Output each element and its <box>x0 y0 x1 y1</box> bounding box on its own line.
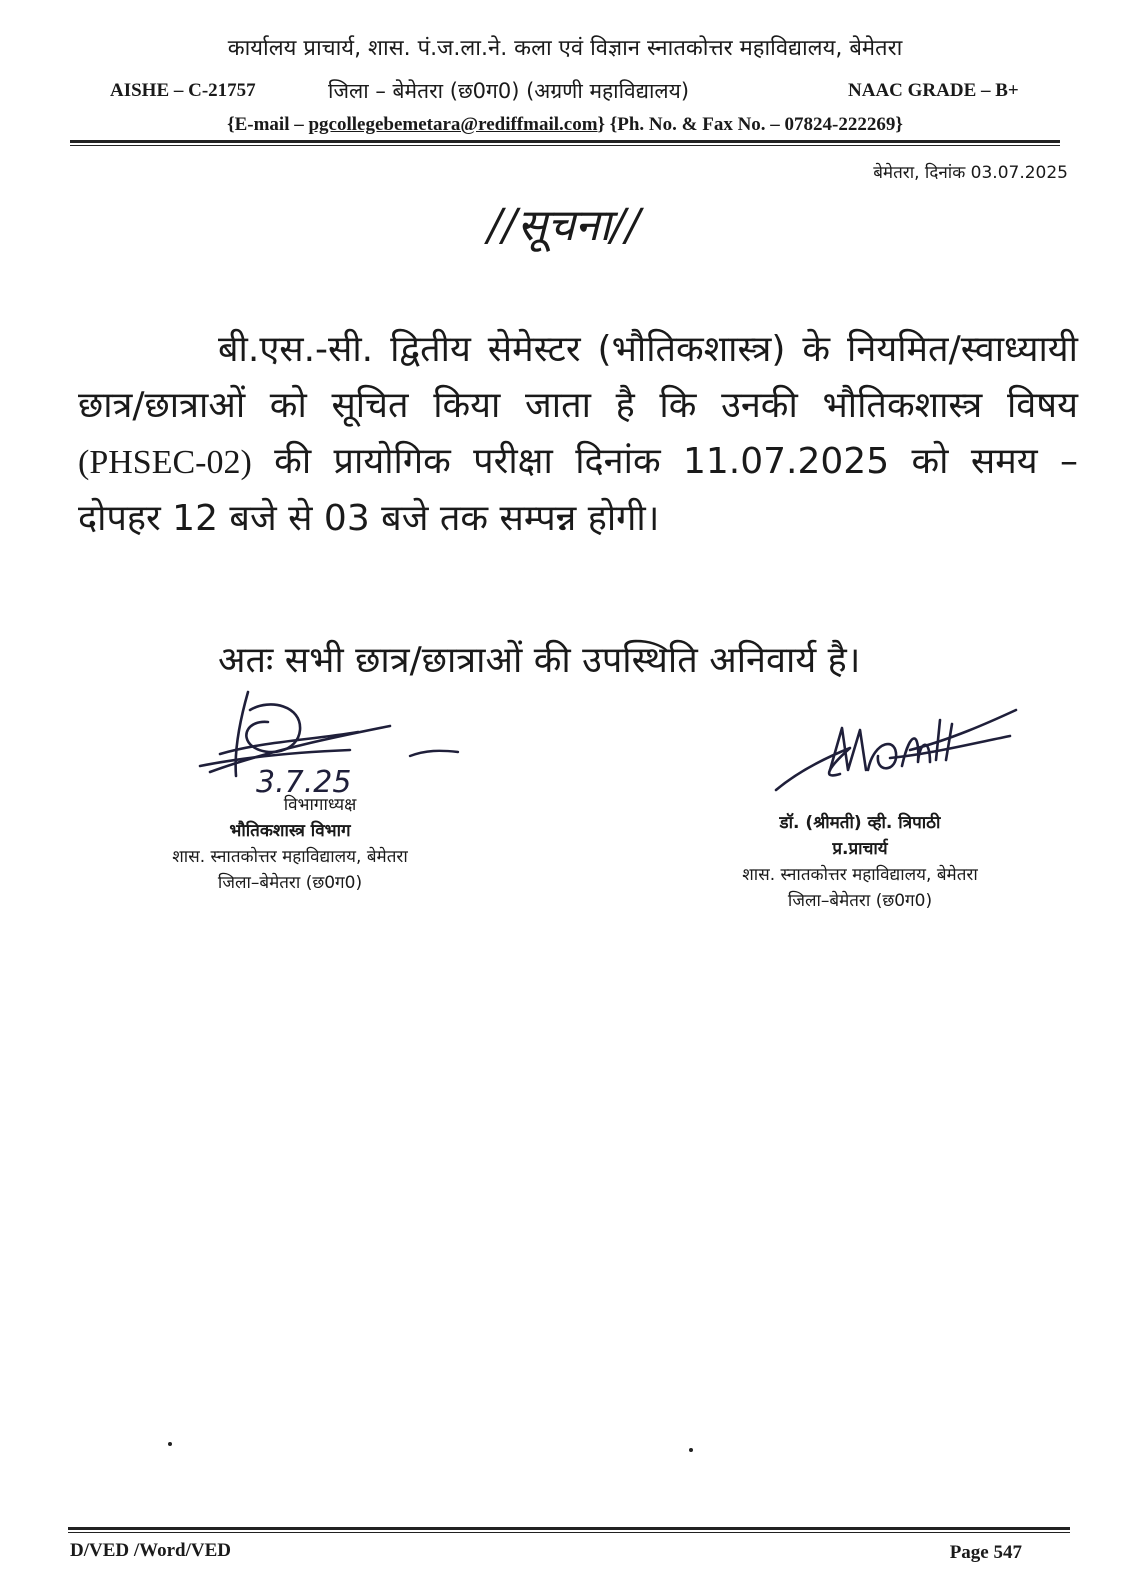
office-header-line: कार्यालय प्राचार्य, शास. पं.ज.ला.ने. कला एवं विज्ञान स्नातकोत्तर महाविद्यालय, बेमेतरा <box>227 36 903 61</box>
district-line: जिला – बेमेतरा (छ0ग0) (अग्रणी महाविद्यालय) <box>328 79 690 103</box>
notice-body <box>78 322 1078 547</box>
scan-speck <box>689 1448 693 1452</box>
contact-line <box>60 114 1070 136</box>
signature-date: 3.7.25 <box>256 765 352 800</box>
notice-date: बेमेतरा, दिनांक 03.07.2025 <box>873 163 1068 183</box>
email-prefix: {E-mail – <box>227 114 309 135</box>
principal-designation: प्र.प्राचार्य <box>832 839 888 859</box>
closing-line: अतः सभी छात्र/छात्राओं की उपस्थिति अनिवार्य है। <box>218 640 861 681</box>
footer-rule-thin <box>68 1532 1070 1533</box>
phone-fax: } {Ph. No. & Fax No. – 07824-222269} <box>597 114 903 135</box>
footer-rule-thick <box>68 1527 1070 1530</box>
naac-grade: NAAC GRADE – B+ <box>848 80 1019 101</box>
principal-district: जिला–बेमेतरा (छ0ग0) <box>787 891 933 911</box>
hod-department: भौतिकशास्त्र विभाग <box>229 821 351 841</box>
footer-reference: D/VED /Word/VED <box>70 1540 231 1561</box>
hod-college: शास. स्नातकोत्तर महाविद्यालय, बेमेतरा <box>172 847 408 867</box>
scan-speck <box>168 1442 172 1446</box>
principal-name: डॉ. (श्रीमती) व्ही. त्रिपाठी <box>779 813 941 833</box>
principal-signature-block <box>690 810 1030 914</box>
hod-designation: विभागाध्यक्ष <box>283 795 357 815</box>
body-part-2: की प्रायोगिक परीक्षा दिनांक 11.07.2025 को समय – दोपहर 12 बजे से 03 बजे तक सम्पन्न होगी। <box>78 441 1078 539</box>
hod-signature <box>190 680 480 800</box>
principal-signature <box>770 700 1030 800</box>
page-number: Page 547 <box>949 1542 1022 1563</box>
aishe-code: AISHE – C-21757 <box>110 80 256 101</box>
email-address: pgcollegebemetara@rediffmail.com <box>308 114 598 135</box>
hod-signature-block <box>100 792 480 896</box>
hod-district: जिला–बेमेतरा (छ0ग0) <box>217 873 363 893</box>
header-rule-thick <box>70 140 1060 143</box>
subject-code: (PHSEC-02) <box>78 444 252 481</box>
principal-college: शास. स्नातकोत्तर महाविद्यालय, बेमेतरा <box>742 865 978 885</box>
body-part-1: बी.एस.-सी. द्वितीय सेमेस्टर (भौतिकशास्त्र) के नियमित/स्वाध्यायी छात्र/छात्राओं को सूचित किया जाता है कि उनकी भौतिकशास्त्र विषय <box>78 329 1078 426</box>
notice-title: //सूचना// <box>487 200 641 251</box>
header-rule-thin <box>70 145 1060 146</box>
